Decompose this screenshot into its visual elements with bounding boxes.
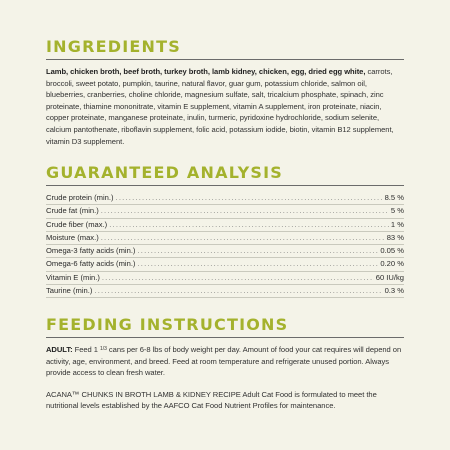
analysis-row: [46, 192, 404, 205]
analysis-label: Taurine (min.): [46, 286, 93, 296]
analysis-row: [46, 219, 404, 232]
analysis-label: Crude fiber (max.): [46, 219, 108, 229]
feed-prefix: Feed 1: [72, 345, 101, 354]
feed-rest: cans per 6-8 lbs of body weight per day. Amount of food your cat requires will depend on activity, age, environment, and breed. Feed at room temperature and refrigerate unused portion. Always provide access to clean fresh water.: [46, 345, 402, 378]
analysis-label: Crude protein (min.): [46, 193, 114, 202]
feeding-section: [46, 316, 404, 412]
analysis-label: Crude fat (min.): [46, 206, 99, 216]
divider: [46, 59, 404, 60]
feeding-text: [46, 344, 404, 379]
dot-leader: [137, 258, 378, 270]
analysis-value: 8.5 %: [384, 193, 404, 202]
analysis-row: [46, 205, 404, 218]
divider: [46, 337, 404, 338]
dot-leader: [94, 285, 382, 297]
dot-leader: [101, 232, 385, 244]
dot-leader: [102, 272, 374, 284]
analysis-label: Moisture (max.): [46, 232, 99, 242]
analysis-value: 0.05 %: [380, 246, 404, 256]
divider: [46, 185, 404, 186]
analysis-value: 60 IU/kg: [375, 272, 404, 282]
dot-leader: [137, 245, 378, 257]
analysis-label: Vitamin E (min.): [46, 272, 100, 282]
dot-leader: [109, 219, 389, 231]
aafco-statement: ACANA™ CHUNKS IN BROTH LAMB & KIDNEY RECIPE Adult Cat Food is formulated to meet the nutritional levels established by the AAFCO Cat Food Nutrient Profiles for maintenance.: [46, 389, 377, 411]
analysis-row: [46, 272, 404, 285]
analysis-value: 0.3 %: [384, 286, 404, 296]
analysis-value: 5 %: [390, 206, 404, 216]
feeding-heading: FEEDING INSTRUCTIONS: [46, 315, 289, 334]
analysis-label: Omega-3 fatty acids (min.): [46, 246, 136, 256]
analysis-row: [46, 232, 404, 245]
analysis-row: [46, 258, 404, 271]
analysis-label: Omega-6 fatty acids (min.): [46, 259, 136, 269]
feed-fraction: 1/3: [100, 346, 107, 352]
analysis-table: [46, 192, 404, 298]
ingredients-main: Lamb, chicken broth, beef broth, turkey broth, lamb kidney, chicken, egg, dried egg white,: [46, 67, 366, 76]
analysis-row: [46, 245, 404, 258]
ingredients-heading: INGREDIENTS: [46, 37, 181, 56]
ingredients-rest: carrots, broccoli, sweet potato, pumpkin, taurine, natural flavor, guar gum, potassium chloride, salmon oil, blueberries, cranberries, choline chloride, magnesium sulfate, salt, tricalcium phosphate, spinach, zinc proteinate, thiamine mononitrate, vitamin E supplement, vitamin A supplement, iron proteinate, niacin, copper proteinate, manganese proteinate, inulin, turmeric, pyridoxine hydrochloride, sodium selenite, calcium pantothenate, riboflavin supplement, folic acid, potassium iodide, biotin, vitamin B12 supplement, vitamin D3 supplement.: [46, 67, 394, 146]
analysis-row: [46, 285, 404, 298]
analysis-heading: GUARANTEED ANALYSIS: [46, 163, 283, 182]
dot-leader: [116, 192, 383, 204]
analysis-value: 83 %: [386, 232, 404, 242]
analysis-value: 1 %: [390, 219, 404, 229]
ingredients-section: [46, 38, 404, 147]
adult-label: ADULT:: [46, 345, 73, 354]
analysis-section: [46, 164, 404, 298]
ingredients-text: [46, 66, 404, 147]
dot-leader: [101, 205, 389, 217]
analysis-value: 0.20 %: [380, 259, 404, 269]
